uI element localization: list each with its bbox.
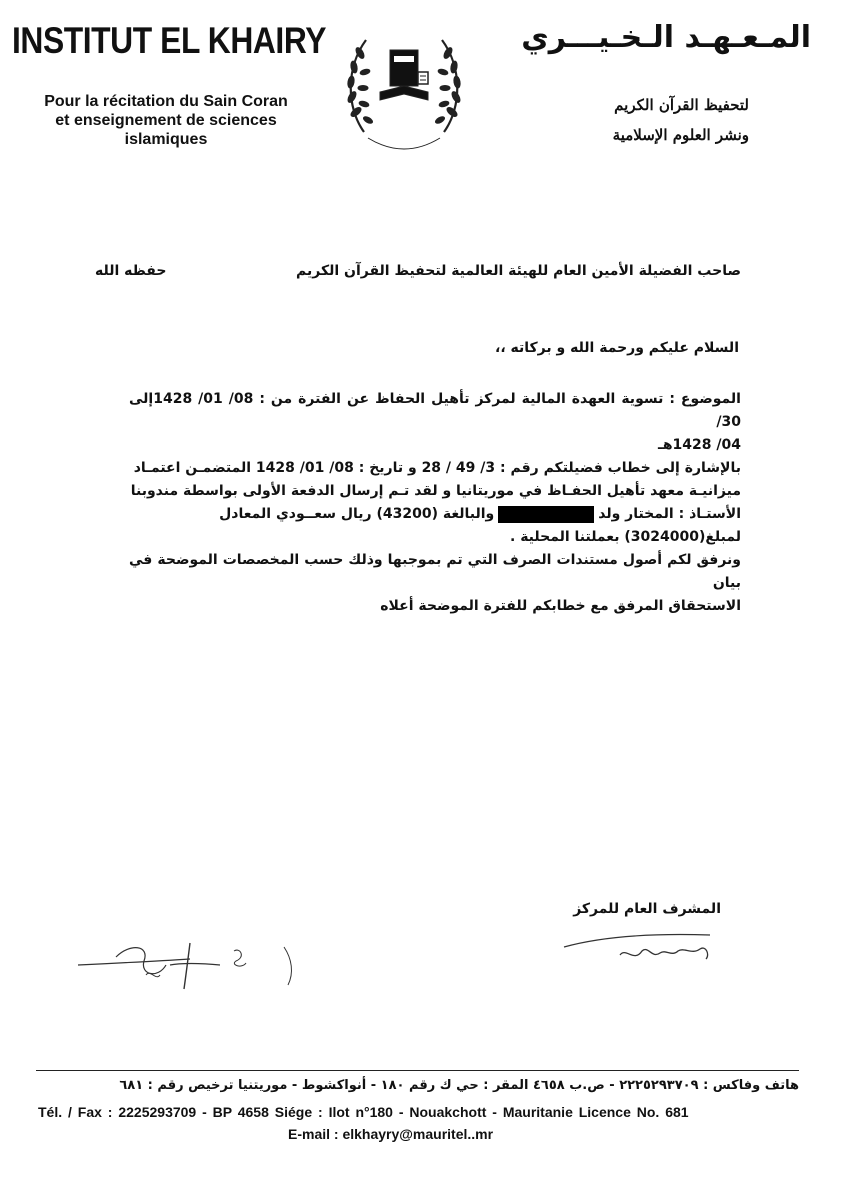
subject-line-2: 04/ 1428هـ xyxy=(658,437,741,453)
org-name-ar: المـعـهـد الـخـيـــري xyxy=(521,20,811,55)
org-name-fr: INSTITUT EL KHAIRY xyxy=(12,20,327,61)
attach-line-2: الاستحقاق المرفق مع خطابكم للفترة الموضحة أعلاه xyxy=(380,598,741,614)
tagline-fr-line-3: islamiques xyxy=(124,131,208,148)
institute-logo xyxy=(334,12,474,162)
subject-line-1: الموضوع : تسوية العهدة المالية لمركز تأهيل الحفاظ عن الفترة من : 08/ 01/ 1428إلى 30/ xyxy=(129,391,741,430)
tagline-ar-line-2: ونشر العلوم الإسلامية xyxy=(612,126,749,144)
ref-line-1: بالإشارة إلى خطاب فضيلتكم رقم : 3/ 49 / 28 و تاريخ : 08/ 01/ 1428 المتضمـن اعتمـاد xyxy=(133,460,741,476)
ref-line-3-end: والبالغة (43200) ريال سعــودي المعادل xyxy=(219,506,495,522)
logo-emblem-icon xyxy=(334,12,474,162)
tagline-fr xyxy=(20,92,312,149)
footer-french-contact: Tél. / Fax : 2225293709 - BP 4658 Siége : Ilot n°180 - Nouakchott - Mauritanie Licence No. 681 xyxy=(38,1104,689,1120)
signatory-title: المشرف العام للمركز xyxy=(573,901,721,917)
greeting: السلام عليكم ورحمة الله و بركاته ،، xyxy=(495,340,739,356)
attach-line-1: ونرفق لكم أصول مستندات الصرف التي تم بموجبها وذلك حسب المخصصات الموضحة في بيان xyxy=(129,552,741,591)
footer-divider xyxy=(36,1070,799,1071)
tagline-fr-line-2: et enseignement de sciences xyxy=(55,112,277,129)
letter-body xyxy=(129,388,741,618)
ref-line-2: ميزانيـة معهد تأهيل الحفـاظ في موريتانيا و لقد تـم إرسال الدفعة الأولى بواسطة مندوبنا xyxy=(130,483,741,499)
tagline-ar-line-1: لتحفيظ القرآن الكريم xyxy=(614,96,749,114)
signature-left-icon xyxy=(70,935,310,995)
honorific: حفظه الله xyxy=(95,263,167,279)
footer-email: E-mail : elkhayry@mauritel..mr xyxy=(288,1126,494,1142)
tagline-fr-line-1: Pour la récitation du Sain Coran xyxy=(44,93,288,110)
footer-arabic-contact: هاتف وفاكس : ٢٢٢٥٢٩٣٧٠٩ - ص.ب ٤٦٥٨ المقر : حي ك رقم ١٨٠ - أنواكشوط - موريتنيا ترخيص رقم : ٦٨١ xyxy=(119,1078,799,1093)
ref-line-4: لمبلغ(3024000) بعملتنا المحلية . xyxy=(510,529,741,545)
redacted-name-block xyxy=(498,506,594,523)
tagline-ar xyxy=(613,90,749,150)
ref-line-3-start: الأستـاذ : المختار ولد xyxy=(598,506,741,522)
recipient-line: صاحب الفضيلة الأمين العام للهيئة العالمية لتحفيظ القرآن الكريم xyxy=(296,263,741,279)
signature-right-icon xyxy=(560,925,720,970)
ref-line-3 xyxy=(129,503,741,526)
